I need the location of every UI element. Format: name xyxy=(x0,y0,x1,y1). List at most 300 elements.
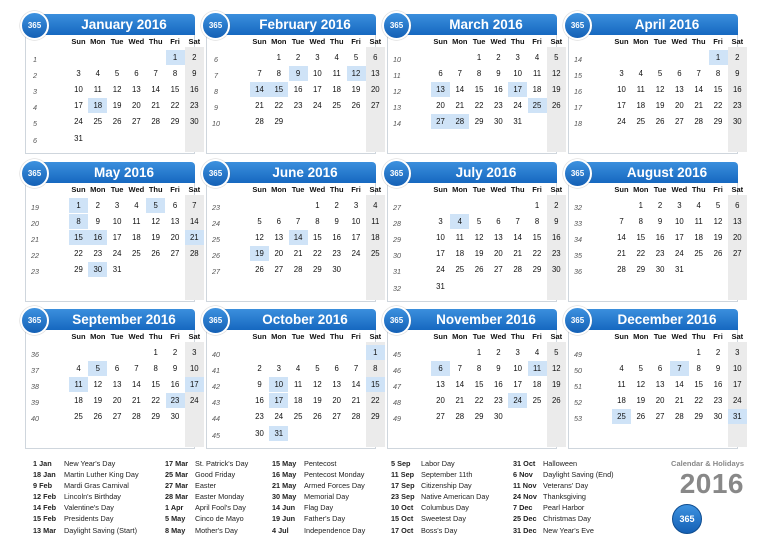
holiday-day-cell: 25 xyxy=(612,409,631,424)
day-cell: 27 xyxy=(274,265,284,275)
weekday-header: Tue xyxy=(110,37,124,46)
day-cell: 15 xyxy=(636,233,646,243)
weekday-header: Thu xyxy=(329,37,344,46)
day-cell: 2 xyxy=(95,201,100,210)
day-cell: 2 xyxy=(735,53,740,62)
holiday-date: 11 Sep xyxy=(391,470,415,480)
day-cell: 2 xyxy=(657,201,663,210)
day-cell: 16 xyxy=(713,380,723,390)
month-calendar xyxy=(25,162,201,302)
day-cell: 19 xyxy=(313,396,322,406)
month-header xyxy=(568,14,738,35)
day-cell: 6 xyxy=(438,69,443,79)
holiday-name: Daylight Saving (End) xyxy=(543,470,614,480)
week-number: 14 xyxy=(393,119,401,129)
holiday-name: Pentecost Monday xyxy=(304,470,365,480)
month-grid xyxy=(25,183,201,302)
day-cell: 22 xyxy=(74,249,83,259)
weekday-header: Thu xyxy=(510,37,525,46)
day-cell: 27 xyxy=(675,117,684,127)
day-cell: 12 xyxy=(255,233,264,243)
day-cell: 6 xyxy=(114,364,120,374)
holiday-date: 4 Jul xyxy=(272,525,289,535)
day-cell: 2 xyxy=(257,364,262,374)
weekday-header: Mon xyxy=(271,185,287,194)
day-cell: 19 xyxy=(551,85,561,95)
day-cell: 28 xyxy=(455,412,465,422)
day-cell: 24 xyxy=(675,249,684,259)
holiday-date: 15 Feb xyxy=(33,514,57,524)
day-cell: 6 xyxy=(373,53,378,62)
month-title: September 2016 xyxy=(72,312,176,327)
brand-block xyxy=(634,459,744,500)
day-cell: 31 xyxy=(74,133,83,143)
day-cell: 21 xyxy=(293,249,303,259)
holiday-entry xyxy=(33,491,139,502)
holiday-entry xyxy=(165,525,248,536)
day-cell: 5 xyxy=(114,69,120,79)
day-cell: 9 xyxy=(657,217,663,227)
weekday-header: Tue xyxy=(653,37,667,46)
month-header xyxy=(25,162,195,183)
day-cell: 4 xyxy=(373,201,378,210)
day-cell: 16 xyxy=(494,85,503,95)
weekday-header: Thu xyxy=(691,37,706,46)
holiday-day-cell: 25 xyxy=(528,98,547,113)
day-cell: 13 xyxy=(274,233,284,243)
holiday-name: Easter xyxy=(195,481,217,491)
holiday-day-cell: 27 xyxy=(431,114,450,129)
day-cell: 21 xyxy=(675,396,684,406)
day-cell: 1 xyxy=(476,53,482,62)
holiday-day-cell: 28 xyxy=(450,114,469,129)
day-cell: 20 xyxy=(274,249,284,259)
day-cell: 1 xyxy=(315,201,320,210)
day-cell: 21 xyxy=(151,101,161,111)
holiday-date: 12 Feb xyxy=(33,492,57,502)
day-cell: 29 xyxy=(474,117,484,127)
day-cell: 12 xyxy=(474,233,484,243)
day-cell: 28 xyxy=(675,412,684,422)
day-cell: 24 xyxy=(313,101,322,111)
day-cell: 20 xyxy=(494,249,503,259)
day-cell: 11 xyxy=(132,217,141,227)
holiday-date: 7 Dec xyxy=(513,503,533,513)
day-cell: 29 xyxy=(170,117,180,127)
month-grid xyxy=(387,183,563,302)
week-number: 44 xyxy=(212,414,220,424)
holiday-date: 31 Dec xyxy=(513,525,537,535)
day-cell: 17 xyxy=(313,85,322,95)
day-cell: 26 xyxy=(474,265,484,275)
day-cell: 7 xyxy=(257,69,262,79)
week-number: 6 xyxy=(33,135,37,145)
month-grid xyxy=(25,330,201,449)
holiday-entry xyxy=(165,513,248,524)
holiday-day-cell: 15 xyxy=(69,230,88,245)
day-cell: 4 xyxy=(76,364,81,374)
holiday-name: St. Patrick's Day xyxy=(195,459,249,468)
week-number: 32 xyxy=(574,203,582,212)
weekday-header: Fri xyxy=(713,332,723,341)
day-cell: 5 xyxy=(476,217,482,227)
day-cell: 22 xyxy=(636,249,646,259)
day-cell: 17 xyxy=(513,380,523,390)
weekday-header: Fri xyxy=(351,37,361,46)
holiday-entry xyxy=(272,525,365,536)
holiday-name: Daylight Saving (Start) xyxy=(64,525,137,535)
day-cell: 9 xyxy=(715,364,721,374)
week-number: 10 xyxy=(393,55,401,64)
holiday-name: Cinco de Mayo xyxy=(195,514,244,524)
day-cell: 20 xyxy=(370,85,380,95)
day-cell: 12 xyxy=(655,85,665,95)
holiday-column xyxy=(33,458,139,536)
month-header xyxy=(387,14,557,35)
day-cell: 16 xyxy=(255,396,264,406)
day-cell: 29 xyxy=(274,117,284,127)
holiday-day-cell: 1 xyxy=(69,198,88,213)
day-cell: 31 xyxy=(112,265,122,275)
day-cell: 18 xyxy=(293,396,303,406)
holiday-entry xyxy=(391,513,489,524)
weekday-header: Tue xyxy=(110,185,124,194)
day-cell: 14 xyxy=(151,85,161,95)
week-number: 36 xyxy=(31,350,39,359)
holiday-name: Father's Day xyxy=(304,514,346,524)
day-cell: 22 xyxy=(313,249,322,259)
day-cell: 1 xyxy=(534,201,540,210)
day-cell: 25 xyxy=(93,117,103,127)
day-cell: 26 xyxy=(551,396,561,406)
day-cell: 8 xyxy=(172,69,178,79)
day-cell: 25 xyxy=(332,101,342,111)
holiday-name: September 11th xyxy=(421,470,473,480)
weekday-header: Wed xyxy=(671,185,688,194)
day-cell: 19 xyxy=(713,233,723,243)
day-cell: 3 xyxy=(735,348,740,357)
day-cell: 3 xyxy=(515,348,520,357)
day-cell: 30 xyxy=(551,265,561,275)
holiday-name: Good Friday xyxy=(195,470,236,480)
month-header xyxy=(206,162,376,183)
week-number: 5 xyxy=(33,119,37,129)
day-cell: 3 xyxy=(619,69,624,79)
day-cell: 15 xyxy=(474,380,484,390)
day-cell: 17 xyxy=(675,233,684,243)
holiday-name: Flag Day xyxy=(304,503,334,513)
day-cell: 21 xyxy=(455,396,465,406)
day-cell: 23 xyxy=(494,396,503,406)
holiday-entry xyxy=(391,525,489,536)
week-number: 2 xyxy=(33,71,37,81)
week-number: 31 xyxy=(393,267,401,277)
day-cell: 19 xyxy=(636,396,646,406)
holiday-name: Veterans' Day xyxy=(543,481,589,491)
day-cell: 28 xyxy=(293,265,303,275)
day-cell: 27 xyxy=(112,412,122,422)
day-cell: 6 xyxy=(657,364,663,374)
week-number: 25 xyxy=(212,235,220,245)
holiday-name: Citizenship Day xyxy=(421,481,472,491)
day-cell: 10 xyxy=(513,69,523,79)
holiday-name: Pentecost xyxy=(304,459,337,468)
day-cell: 9 xyxy=(95,217,100,227)
day-cell: 27 xyxy=(332,412,342,422)
day-cell: 22 xyxy=(151,396,161,406)
weekday-header: Mon xyxy=(633,37,649,46)
day-cell: 8 xyxy=(373,364,378,374)
day-cell: 16 xyxy=(332,233,342,243)
month-title: December 2016 xyxy=(617,312,717,327)
holiday-day-cell: 15 xyxy=(269,82,288,97)
holiday-name: Christmas Day xyxy=(543,514,591,524)
day-cell: 3 xyxy=(114,201,120,210)
day-cell: 17 xyxy=(112,233,122,243)
day-cell: 14 xyxy=(694,85,704,95)
weekday-header: Sun xyxy=(433,185,448,194)
day-cell: 7 xyxy=(192,201,197,210)
weekday-header: Mon xyxy=(271,37,287,46)
day-cell: 2 xyxy=(496,348,501,357)
holiday-name: New Year's Eve xyxy=(543,525,594,535)
holiday-day-cell: 1 xyxy=(366,345,385,360)
week-number: 16 xyxy=(574,87,582,97)
day-cell: 11 xyxy=(455,233,464,243)
holiday-entry xyxy=(272,491,365,502)
month-365-badge: 365 xyxy=(382,11,411,40)
day-cell: 11 xyxy=(93,85,102,95)
week-number: 3 xyxy=(33,87,37,97)
day-cell: 6 xyxy=(496,217,501,227)
holiday-date: 16 May xyxy=(272,470,297,480)
day-cell: 25 xyxy=(636,117,646,127)
day-cell: 29 xyxy=(636,265,646,275)
weekday-header: Thu xyxy=(148,37,163,46)
holiday-day-cell: 8 xyxy=(69,214,88,229)
holiday-name: Mardi Gras Carnival xyxy=(64,481,129,491)
day-cell: 25 xyxy=(132,249,141,259)
day-cell: 22 xyxy=(713,101,723,111)
day-cell: 19 xyxy=(655,101,665,111)
month-title: January 2016 xyxy=(81,17,167,32)
day-cell: 16 xyxy=(551,233,561,243)
day-cell: 22 xyxy=(694,396,704,406)
month-header xyxy=(568,162,738,183)
day-cell: 3 xyxy=(515,53,520,62)
holiday-day-cell: 17 xyxy=(269,393,288,408)
day-cell: 26 xyxy=(255,265,264,275)
day-cell: 21 xyxy=(455,101,465,111)
day-cell: 10 xyxy=(189,364,199,374)
day-cell: 30 xyxy=(494,117,503,127)
weekday-header: Sat xyxy=(731,37,744,46)
weekday-header: Thu xyxy=(691,332,706,341)
day-cell: 4 xyxy=(95,69,100,79)
day-cell: 24 xyxy=(112,249,122,259)
month-calendar xyxy=(568,309,744,449)
day-cell: 15 xyxy=(713,85,723,95)
weekday-header: Sun xyxy=(433,37,448,46)
day-cell: 3 xyxy=(76,69,81,79)
day-cell: 31 xyxy=(675,265,684,275)
month-365-badge: 365 xyxy=(201,306,230,335)
weekday-header: Sat xyxy=(188,185,201,194)
month-title: October 2016 xyxy=(262,312,348,327)
day-cell: 15 xyxy=(532,233,542,243)
day-cell: 23 xyxy=(655,249,665,259)
holiday-entry xyxy=(165,458,248,469)
holiday-day-cell: 19 xyxy=(250,246,269,261)
day-cell: 6 xyxy=(677,69,682,79)
day-cell: 14 xyxy=(513,233,523,243)
holiday-day-cell: 17 xyxy=(185,377,204,392)
day-cell: 8 xyxy=(476,69,482,79)
holiday-day-cell: 17 xyxy=(508,82,527,97)
day-cell: 12 xyxy=(313,380,322,390)
holiday-date: 25 Mar xyxy=(165,470,189,480)
month-calendar xyxy=(387,14,563,154)
day-cell: 19 xyxy=(112,101,122,111)
month-calendar xyxy=(25,14,201,154)
day-cell: 24 xyxy=(274,412,284,422)
month-365-badge: 365 xyxy=(382,306,411,335)
day-cell: 30 xyxy=(713,412,723,422)
day-cell: 23 xyxy=(93,249,103,259)
day-cell: 27 xyxy=(655,412,665,422)
week-number: 51 xyxy=(574,382,582,392)
holiday-date: 15 May xyxy=(272,459,297,468)
weekday-header: Fri xyxy=(170,332,180,341)
holiday-day-cell: 1 xyxy=(166,50,185,65)
day-cell: 28 xyxy=(351,412,361,422)
month-header xyxy=(568,309,738,330)
month-grid xyxy=(568,183,744,302)
weekday-header: Sat xyxy=(731,185,744,194)
day-cell: 18 xyxy=(455,249,465,259)
month-title: August 2016 xyxy=(626,165,708,180)
month-calendar xyxy=(387,309,563,449)
day-cell: 17 xyxy=(74,101,83,111)
week-number: 1 xyxy=(33,55,37,64)
day-cell: 30 xyxy=(494,412,503,422)
day-cell: 9 xyxy=(496,69,501,79)
day-cell: 12 xyxy=(636,380,646,390)
holiday-name: Native American Day xyxy=(421,492,490,502)
week-number: 48 xyxy=(393,398,401,408)
day-cell: 19 xyxy=(351,85,361,95)
weekday-header: Sun xyxy=(614,332,629,341)
week-number: 50 xyxy=(574,366,582,376)
day-cell: 1 xyxy=(696,348,701,357)
weekday-header: Tue xyxy=(472,37,486,46)
month-title: November 2016 xyxy=(436,312,536,327)
day-cell: 29 xyxy=(151,412,161,422)
holiday-date: 1 Apr xyxy=(165,503,184,513)
day-cell: 18 xyxy=(532,380,542,390)
weekday-header: Wed xyxy=(490,185,507,194)
day-cell: 23 xyxy=(189,101,199,111)
holiday-date: 17 Sep xyxy=(391,481,415,491)
day-cell: 7 xyxy=(696,69,701,79)
weekday-header: Wed xyxy=(671,37,688,46)
day-cell: 22 xyxy=(170,101,180,111)
holiday-date: 28 Mar xyxy=(165,492,189,502)
day-cell: 4 xyxy=(638,69,643,79)
day-cell: 20 xyxy=(436,396,445,406)
week-number: 12 xyxy=(393,87,401,97)
day-cell: 16 xyxy=(494,380,503,390)
day-cell: 10 xyxy=(513,364,523,374)
day-cell: 23 xyxy=(332,249,342,259)
day-cell: 9 xyxy=(257,380,262,390)
day-cell: 26 xyxy=(313,412,322,422)
month-header xyxy=(25,14,195,35)
day-cell: 22 xyxy=(474,396,484,406)
day-cell: 2 xyxy=(496,53,501,62)
day-cell: 1 xyxy=(638,201,643,210)
holiday-day-cell: 14 xyxy=(289,230,308,245)
day-cell: 6 xyxy=(276,217,281,227)
holiday-entry xyxy=(33,502,139,513)
week-number: 39 xyxy=(31,398,39,408)
month-title: June 2016 xyxy=(272,165,338,180)
day-cell: 23 xyxy=(494,101,503,111)
weekday-header: Sun xyxy=(614,37,629,46)
weekday-header: Wed xyxy=(128,37,145,46)
day-cell: 30 xyxy=(170,412,180,422)
holiday-name: Pearl Harbor xyxy=(543,503,585,513)
month-grid xyxy=(206,183,382,302)
day-cell: 27 xyxy=(170,249,180,259)
week-number: 8 xyxy=(214,87,218,97)
day-cell: 13 xyxy=(494,233,503,243)
week-number: 24 xyxy=(212,219,220,229)
day-cell: 13 xyxy=(132,85,141,95)
weekday-header: Tue xyxy=(653,332,667,341)
weekday-header: Fri xyxy=(532,332,542,341)
day-cell: 8 xyxy=(476,364,482,374)
month-title: March 2016 xyxy=(449,17,523,32)
day-cell: 22 xyxy=(474,101,484,111)
month-calendar xyxy=(206,309,382,449)
day-cell: 13 xyxy=(675,85,684,95)
day-cell: 14 xyxy=(351,380,361,390)
month-365-badge: 365 xyxy=(20,306,49,335)
month-grid xyxy=(25,35,201,154)
weekday-header: Sun xyxy=(252,185,267,194)
holiday-date: 19 Jun xyxy=(272,514,296,524)
week-number: 23 xyxy=(212,203,220,212)
holiday-entry xyxy=(391,458,489,469)
day-cell: 8 xyxy=(153,364,158,374)
day-cell: 16 xyxy=(293,85,303,95)
weekday-header: Thu xyxy=(329,332,344,341)
holiday-entry xyxy=(33,469,139,480)
month-365-badge: 365 xyxy=(201,11,230,40)
day-cell: 7 xyxy=(619,217,624,227)
day-cell: 20 xyxy=(675,101,684,111)
day-cell: 14 xyxy=(455,380,465,390)
day-cell: 8 xyxy=(638,217,643,227)
week-number: 53 xyxy=(574,414,582,424)
day-cell: 18 xyxy=(532,85,542,95)
weekday-header: Sun xyxy=(71,332,86,341)
holiday-entry xyxy=(33,513,139,524)
day-cell: 15 xyxy=(474,85,484,95)
day-cell: 7 xyxy=(134,364,139,374)
week-number: 4 xyxy=(33,103,37,113)
